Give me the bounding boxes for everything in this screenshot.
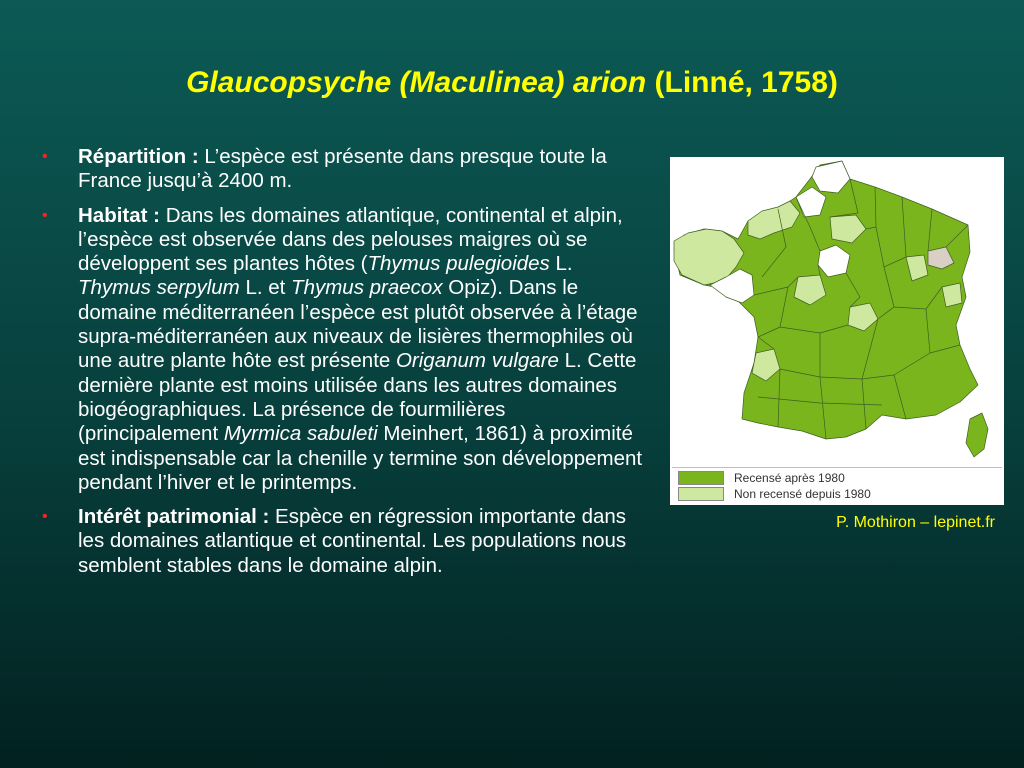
habitat-text: L. Cette dernière plante est moins utilisée dans les autres domaines biogéographiques. La présence de fourmilières (principalement	[78, 349, 637, 446]
repartition-label: Répartition :	[78, 145, 199, 168]
habitat-text: Opiz). Dans le domaine méditerranéen l’espèce est plutôt observée à l’étage supra-méditerranéen aux niveaux de lisières thermophiles où une autre plante hôte est présente	[78, 276, 638, 373]
bullet-dot-icon: •	[42, 206, 48, 224]
france-map-svg	[670, 157, 1004, 467]
photo-credit: P. Mothiron – lepinet.fr	[836, 514, 995, 531]
habitat-text: L. et	[239, 276, 292, 300]
habitat-species: Thymus pulegioides	[367, 252, 550, 276]
legend-item-recent	[678, 471, 845, 485]
legend-item-old	[678, 487, 871, 501]
habitat-label: Habitat :	[78, 203, 160, 227]
habitat-species: Thymus serpylum	[78, 276, 240, 300]
interet-text: Espèce en régression importante dans les domaines atlantique et continental. Les populations nous semblent stables dans le domaine alpin.	[78, 505, 627, 577]
map-legend	[672, 467, 1002, 504]
legend-label-recent: Recensé après 1980	[734, 471, 845, 485]
habitat-species: Origanum vulgare	[395, 349, 559, 373]
habitat-text: Meinhert, 1861) à proximité est indispensable car la chenille y termine son développement pendant l’hiver et le printemps.	[78, 422, 643, 494]
bullet-dot-icon: •	[42, 148, 48, 165]
bullet-habitat	[38, 204, 650, 496]
habitat-text: L.	[549, 252, 573, 276]
map-region-recent	[966, 413, 988, 457]
bullet-list	[38, 145, 650, 588]
habitat-species: Myrmica sabuleti	[223, 422, 378, 446]
species-name: Glaucopsyche (Maculinea) arion	[186, 66, 647, 99]
distribution-map	[670, 157, 1004, 505]
slide-title	[0, 66, 1024, 100]
species-author: (Linné, 1758)	[654, 66, 838, 99]
bullet-repartition	[38, 145, 650, 194]
legend-swatch-recent	[678, 471, 724, 485]
repartition-text: L’espèce est présente dans presque toute la France jusqu’à 2400 m.	[78, 145, 607, 193]
legend-label-old: Non recensé depuis 1980	[734, 487, 871, 501]
interet-label: Intérêt patrimonial :	[78, 505, 270, 529]
bullet-dot-icon: •	[42, 508, 48, 526]
bullet-interet	[38, 505, 650, 578]
legend-swatch-old	[678, 487, 724, 501]
habitat-species: Thymus praecox	[291, 276, 443, 300]
map-region-old	[942, 283, 962, 307]
habitat-text: Dans les domaines atlantique, continental et alpin, l’espèce est observée dans des pelouses maigres où se développent ses plantes hôtes (	[78, 203, 623, 276]
